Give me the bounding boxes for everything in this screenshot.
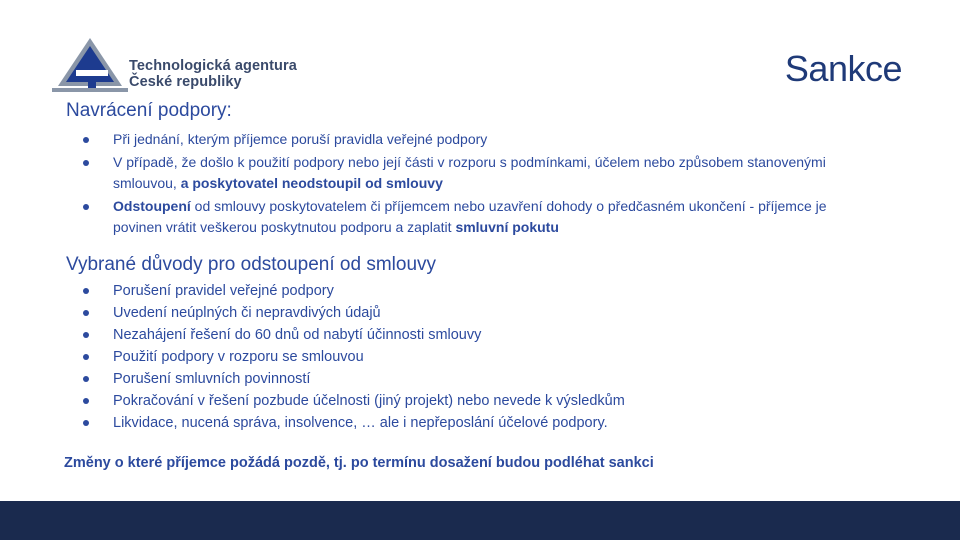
bullet-dot-icon (83, 376, 89, 382)
list-item-emphasis: Odstoupení (113, 197, 191, 214)
section-2-list (66, 280, 856, 434)
bottom-bar (0, 501, 960, 540)
slide-title: Sankce (784, 48, 902, 89)
list-item (66, 196, 856, 239)
bullet-dot-icon (83, 332, 89, 338)
list-item-text: Nezahájení řešení do 60 dnů od nabytí účinnosti smlouvy (113, 327, 482, 343)
list-item-text: Pokračování v řešení pozbude účelnosti (jiný projekt) nebo nevede k výsledkům (113, 393, 625, 409)
list-item-text: V případě, že došlo k použití podpory nebo její části v rozporu s podmínkami, účelem nebo způsobem stanovenými smlouvou, (113, 153, 826, 191)
logo-text-line1: Technologická agentura (129, 58, 297, 74)
list-item (66, 152, 856, 195)
list-item (66, 346, 856, 368)
footer-note: Změny o které příjemce požádá pozdě, tj. po termínu dosažení budou podléhat sankci (64, 455, 654, 471)
list-item (66, 390, 856, 412)
bullet-dot-icon (83, 204, 89, 210)
list-item (66, 412, 856, 434)
list-item-text: od smlouvy poskytovatelem či příjemcem nebo uzavření dohody o předčasném ukončení - příjemce je povinen vrátit veškerou poskytnutou podporu a zaplatit (113, 197, 827, 235)
bullet-dot-icon (83, 420, 89, 426)
list-item (66, 324, 856, 346)
list-item-text: Porušení smluvních povinností (113, 371, 311, 387)
list-item-text: Při jednání, kterým příjemce poruší pravidla veřejné podpory (113, 131, 488, 147)
bullet-dot-icon (83, 160, 89, 166)
list-item (66, 280, 856, 302)
list-item-text: Použití podpory v rozporu se smlouvou (113, 349, 364, 365)
list-item-text: Likvidace, nucená správa, insolvence, … ale i nepřeposlání účelové podpory. (113, 415, 608, 431)
list-item-emphasis: a poskytovatel neodstoupil od smlouvy (180, 175, 443, 191)
bullet-dot-icon (83, 310, 89, 316)
bullet-dot-icon (83, 137, 89, 143)
section-2-title: Vybrané důvody pro odstoupení od smlouvy (66, 254, 437, 275)
bullet-dot-icon (83, 288, 89, 294)
tacr-logo-icon (50, 36, 130, 98)
list-item (66, 129, 856, 151)
list-item-text: Uvedení neúplných či nepravdivých údajů (113, 305, 381, 321)
tacr-logo (50, 36, 310, 98)
section-1-title: Navrácení podpory: (66, 100, 232, 121)
list-item (66, 368, 856, 390)
bullet-dot-icon (83, 354, 89, 360)
list-item-emphasis: smluvní pokutu (455, 219, 559, 235)
bullet-dot-icon (83, 398, 89, 404)
section-1-list (66, 129, 856, 240)
logo-text-line2: České republiky (129, 74, 242, 90)
list-item-text: Porušení pravidel veřejné podpory (113, 283, 334, 299)
list-item (66, 302, 856, 324)
